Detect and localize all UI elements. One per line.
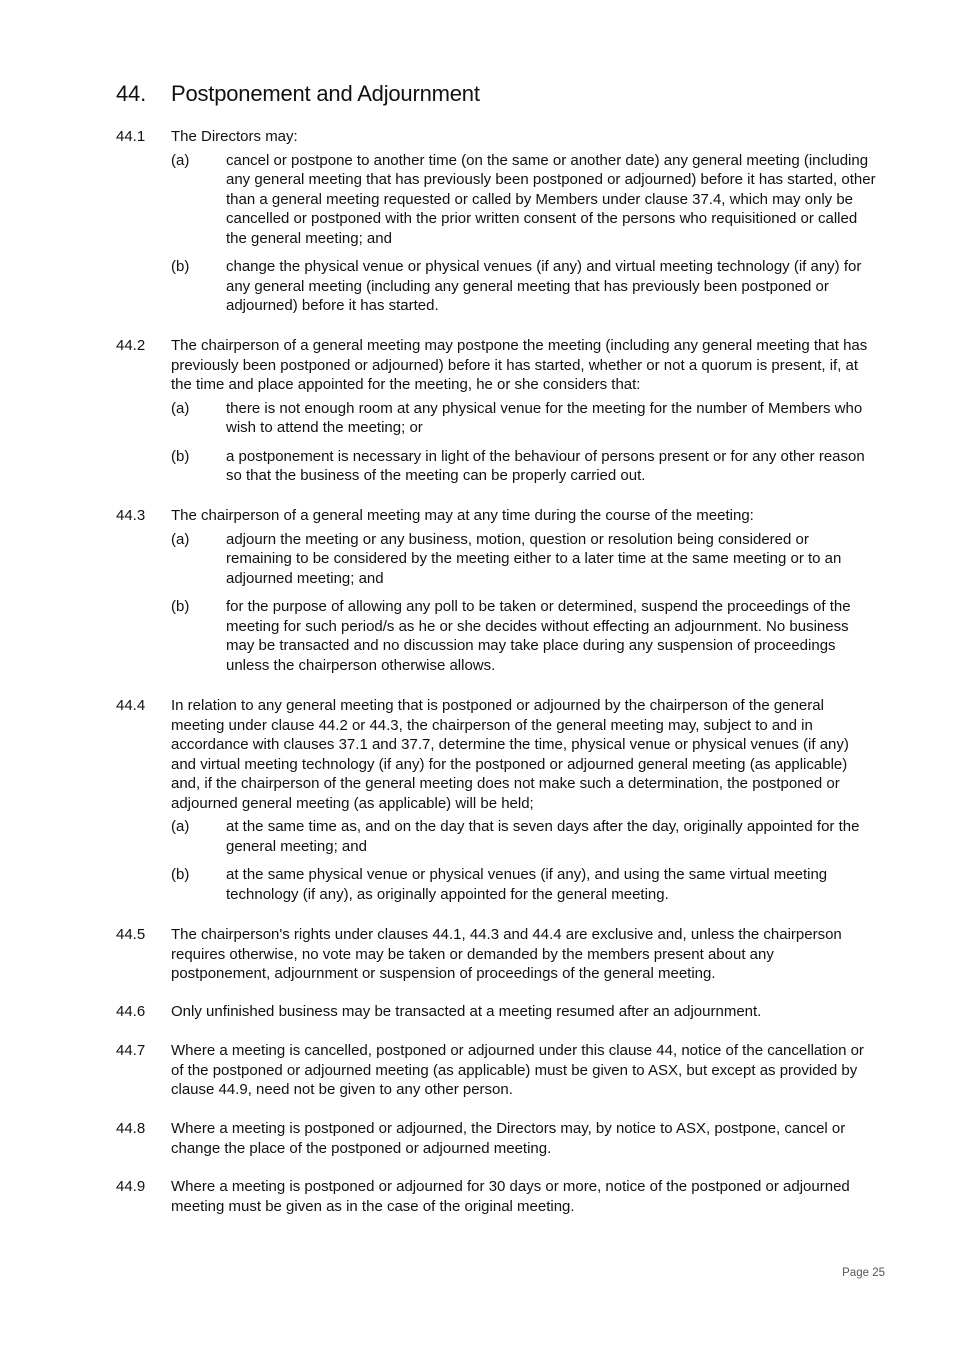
sub-clause: [116, 597, 876, 675]
sub-clause-text: for the purpose of allowing any poll to be taken or determined, suspend the proceedings of the meeting for such period/s as he or she decides without effecting an adjournment. No business may be transacted and no discussion may take place during any suspension of proceedings unless the chairperson otherwise allows.: [226, 598, 851, 674]
section-number: 44.: [116, 81, 146, 106]
clause-number: 44.1: [116, 128, 146, 145]
sub-clause-text: at the same physical venue or physical venues (if any), and using the same virtual meeting technology (if any), as originally appointed for the general meeting.: [226, 866, 828, 903]
clause-text: In relation to any general meeting that is postponed or adjourned by the chairperson of the general meeting under clause 44.2 or 44.3, the chairperson of the general meeting may, subject to and in accordance with clauses 37.1 and 37.7, determine the time, physical venue or physical venues (if any) and virtual meeting technology (if any) for the postponed or adjourned general meeting (as applicable) and, if the chairperson of the general meeting does not make such a determination, the postponed or adjourned general meeting (as applicable) will be held;: [171, 697, 849, 812]
sub-clause: [116, 257, 876, 316]
sub-clause-text: there is not enough room at any physical venue for the meeting for the number of Members who wish to attend the meeting; or: [226, 399, 863, 436]
sub-clause: [116, 530, 876, 589]
clause-44-2: [116, 336, 876, 486]
section-title: Postponement and Adjournment: [171, 81, 480, 106]
sub-clause-label: (b): [171, 598, 190, 615]
clause-text: Where a meeting is postponed or adjourned, the Directors may, by notice to ASX, postpone, cancel or change the place of the postponed or adjourned meeting.: [171, 1120, 846, 1157]
sub-clause: [116, 447, 876, 486]
clause-text: The chairperson of a general meeting may postpone the meeting (including any general meeting that has previously been postponed or adjourned) before it has started, whether or not a quorum is present, if, at the time and place appointed for the meeting, he or she considers that:: [171, 337, 868, 393]
sub-clause-text: adjourn the meeting or any business, motion, question or resolution being considered or remaining to be considered by the meeting either to a later time at the same meeting or to an adjourned meeting; and: [226, 530, 842, 587]
sub-clause-label: (a): [171, 151, 190, 169]
clause-44-5: [116, 925, 876, 984]
clause-number: 44.9: [116, 1178, 146, 1195]
clause-44-6: [116, 1002, 876, 1022]
clause-number: 44.8: [116, 1120, 146, 1137]
clause-text: The chairperson's rights under clauses 44.1, 44.3 and 44.4 are exclusive and, unless the chairperson requires otherwise, no vote may be taken or demanded by the members present about any postponement, adjournment or suspension of proceedings of the general meeting.: [171, 926, 842, 982]
clause-text: Where a meeting is cancelled, postponed or adjourned under this clause 44, notice of the cancellation or of the postponed or adjourned meeting (as applicable) must be given to ASX, but except as provided by clause 44.9, need not be given to any other person.: [171, 1042, 864, 1098]
clause-number: 44.5: [116, 926, 146, 943]
sub-clause-label: (a): [171, 399, 190, 417]
clause-44-4: [116, 696, 876, 904]
sub-clause-text: change the physical venue or physical venues (if any) and virtual meeting technology (if any) for any general meeting (including any general meeting that has previously been postponed or adjourned) before it has started.: [226, 258, 862, 314]
sub-clause-label: (a): [171, 818, 190, 835]
clause-44-9: [116, 1177, 876, 1216]
clause-44-3: [116, 506, 876, 675]
clause-number: 44.2: [116, 337, 146, 354]
sub-clause-text: a postponement is necessary in light of the behaviour of persons present or for any other reason so that the business of the meeting can be properly carried out.: [226, 447, 865, 484]
clause-44-7: [116, 1041, 876, 1100]
sub-clause-label: (b): [171, 866, 190, 883]
clause-text: Where a meeting is postponed or adjourned for 30 days or more, notice of the postponed or adjourned meeting must be given as in the case of the original meeting.: [171, 1178, 850, 1215]
page-number: Page 25: [842, 1267, 885, 1279]
clause-number: 44.6: [116, 1003, 146, 1020]
sub-clause-label: (b): [171, 447, 190, 465]
sub-clause: [116, 865, 876, 904]
clause-44-1: [116, 127, 876, 316]
clause-number: 44.4: [116, 697, 146, 714]
clause-text: Only unfinished business may be transacted at a meeting resumed after an adjournment.: [171, 1003, 762, 1020]
clause-number: 44.3: [116, 507, 146, 524]
clause-number: 44.7: [116, 1042, 146, 1059]
sub-clause: [116, 817, 876, 856]
sub-clause-text: at the same time as, and on the day that is seven days after the day, originally appointed for the general meeting; and: [226, 818, 860, 855]
section-heading: [116, 80, 480, 108]
clause-text: The Directors may:: [171, 128, 298, 145]
sub-clause: [116, 151, 876, 249]
sub-clause-label: (b): [171, 258, 190, 275]
sub-clause-label: (a): [171, 530, 190, 548]
clause-text: The chairperson of a general meeting may at any time during the course of the meeting:: [171, 507, 754, 524]
sub-clause-text: cancel or postpone to another time (on the same or another date) any general meeting (including any general meeting that has previously been postponed or adjourned) before it has started, other than a general meeting requested or called by Members under clause 37.4, which may only be cancelled or postponed with the prior written consent of the persons who requisitioned or called the general meeting; and: [226, 151, 876, 247]
sub-clause: [116, 399, 876, 438]
clause-44-8: [116, 1119, 876, 1158]
